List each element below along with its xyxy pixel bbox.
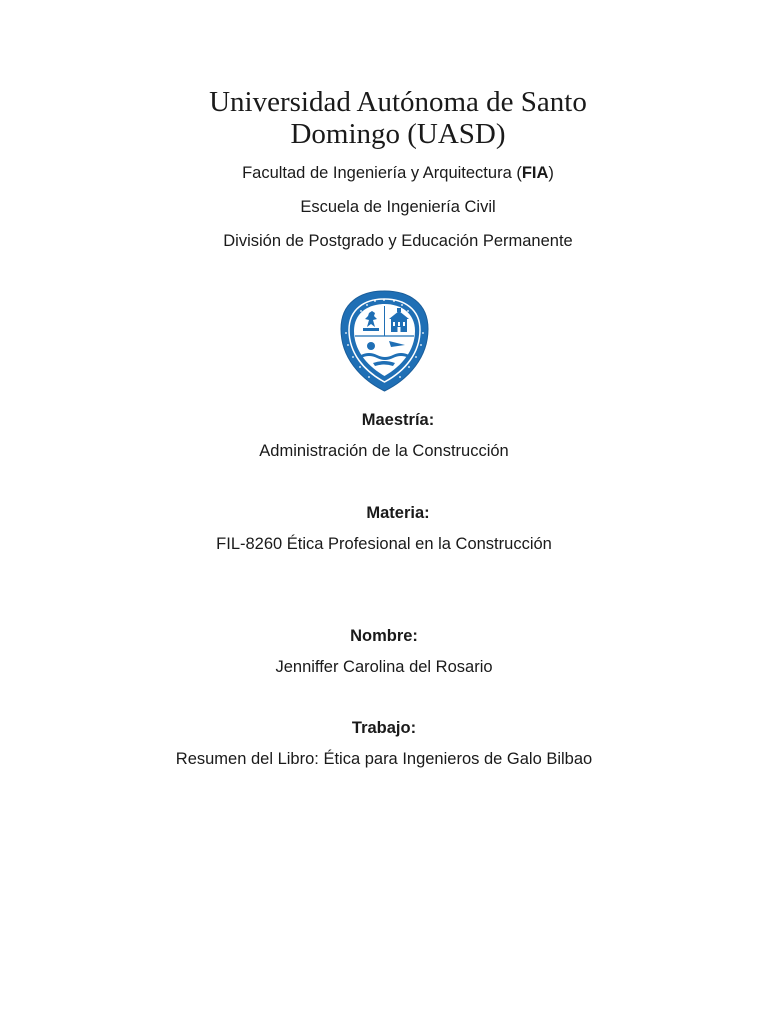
division-line: División de Postgrado y Educación Permanente [223, 232, 573, 250]
nombre-label: Nombre: [350, 627, 418, 645]
university-seal-icon [339, 289, 430, 393]
university-title [0, 86, 768, 150]
maestria-label: Maestría: [361, 411, 435, 429]
faculty-prefix: Facultad de Ingeniería y Arquitectura ( [242, 164, 522, 182]
trabajo-label: Trabajo: [351, 719, 417, 737]
materia-label: Materia: [366, 504, 430, 522]
school-line: Escuela de Ingeniería Civil [300, 198, 496, 216]
university-title-line-1: Universidad Autónoma de Santo [209, 86, 587, 118]
maestria-value: Administración de la Construcción [259, 442, 509, 460]
materia-value: FIL-8260 Ética Profesional en la Construcción [216, 535, 552, 553]
nombre-value: Jenniffer Carolina del Rosario [275, 658, 493, 676]
university-title-line-2: Domingo (UASD) [290, 118, 506, 150]
faculty-suffix: ) [548, 164, 554, 182]
faculty-acronym: FIA [521, 164, 549, 182]
faculty-line [0, 164, 768, 183]
trabajo-value: Resumen del Libro: Ética para Ingenieros de Galo Bilbao [175, 750, 593, 768]
